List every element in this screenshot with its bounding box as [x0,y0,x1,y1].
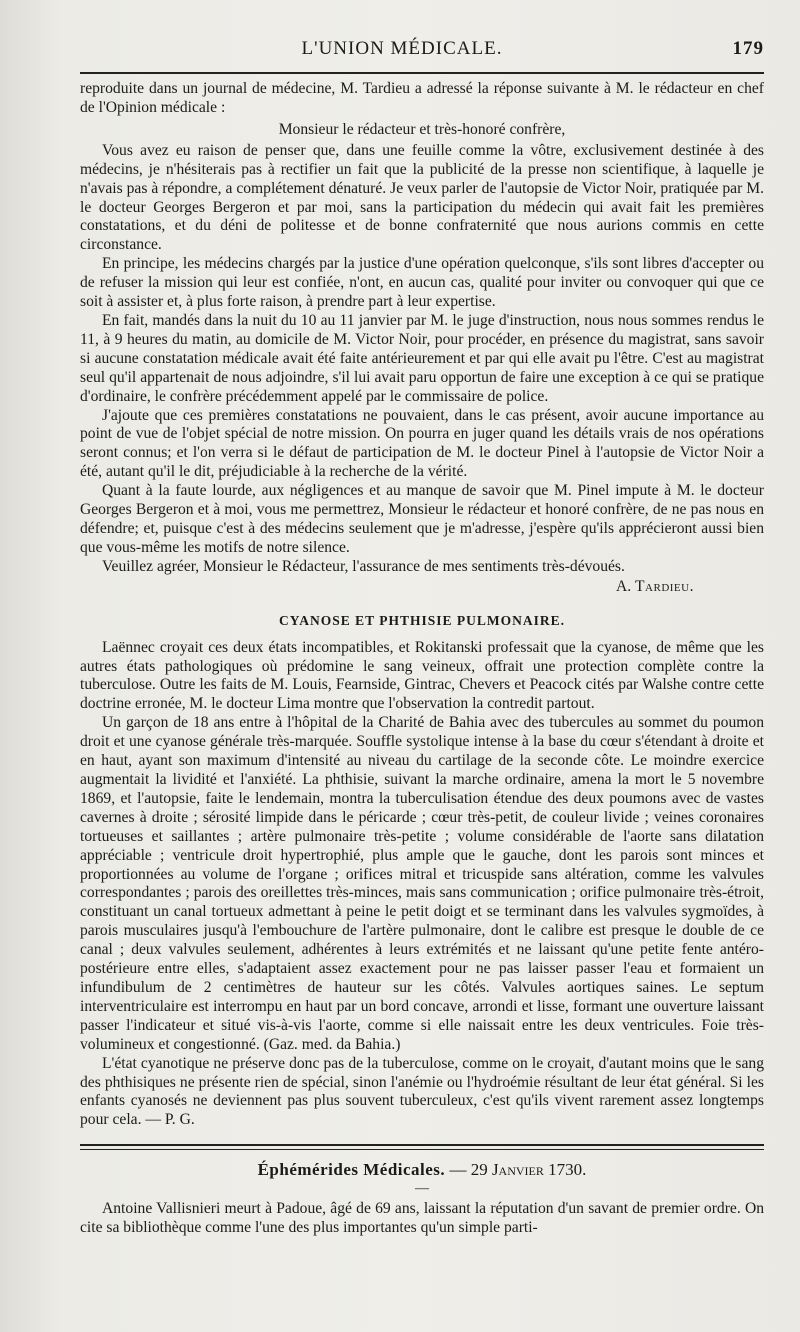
letter-signature [80,577,694,597]
letter-paragraph: En fait, mandés dans la nuit du 10 au 11 janvier par M. le juge d'instruction, nous nous sommes rendus le 11, à 9 heures du matin, au domicile de M. Victor Noir, pour procéder, en présence du magistrat, sans savoir si aucune constatation médicale avait été faite antérieurement et par qui elle avait pu l'être. C'est au magistrat seul qu'il appartenait de nous adjoindre, s'il lui avait paru opportun de faire une exception à ce qui se pratique d'ordinaire, le confrère précédemment appelé par le commissaire de police. [80,311,764,405]
page-number: 179 [732,38,764,59]
ephemerides-date: — 29 Janvier 1730. [445,1160,587,1180]
article-paragraph: L'état cyanotique ne préserve donc pas de la tuberculose, comme on le croyait, d'autant moins que le sang des phthisiques ne présente rien de spécial, sinon l'anémie ou l'hydroémie résultant de leur état général. Si les enfants cyanosés ne deviennent pas plus souvent tuberculeux, c'est qu'ils vivent rarement assez longtemps pour cela. — P. G. [80,1054,764,1129]
ephemerides-text: Antoine Vallisnieri meurt à Padoue, âgé de 69 ans, laissant la réputation d'un savant de premier ordre. On cite sa bibliothèque comme l'une des plus importantes qu'un simple parti- [80,1200,764,1237]
header-rule [80,72,764,74]
section-divider [80,1144,764,1150]
letter-intro: reproduite dans un journal de médecine, M. Tardieu a adressé la réponse suivante à M. le rédacteur en chef de l'Opinion médicale : [80,80,764,116]
ephemerides-dash: — [415,1181,429,1197]
journal-title: L'UNION MÉDICALE. [301,38,503,59]
letter-salutation: Monsieur le rédacteur et très-honoré confrère, [278,120,566,138]
ephemerides-heading [80,1160,764,1180]
running-head [80,30,764,64]
letter-paragraph: Quant à la faute lourde, aux négligences et au manque de savoir que M. Pinel impute à M. le docteur Georges Bergeron et à moi, vous me permettrez, Monsieur le rédacteur et honoré confrère, de ne pas nous en défendre; et, puisque c'est à des médecins seulement que je m'adresse, j'espère qu'ils apprécieront aussi bien que vous-même les motifs de notre silence. [80,482,764,556]
letter-paragraph: Vous avez eu raison de penser que, dans une feuille comme la vôtre, exclusivement destinée à des médecins, je n'hésiterais pas à rectifier un fait que la publicité de la presse non scientifique, à laquelle je n'avais pas à répondre, a complétement dénaturé. Je veux parler de l'autopsie de Victor Noir, pratiquée par M. le docteur Georges Bergeron et par moi, sans la participation du médecin qui avait fait les premières constatations, et du déni de politesse et de bonne confraternité que nous aurions commis en cette circonstance. [80,141,764,254]
article-paragraph: Laënnec croyait ces deux états incompatibles, et Rokitanski professait que la cyanose, de même que les autres états pathologiques où prédomine le sang veineux, offrait une protection complète contre la tuberculose. Outre les faits de M. Louis, Fearnside, Gintrac, Chevers et Peacock cités par Walshe contre cette doctrine erronée, M. le docteur Lima montre que l'observation la contredit partout. [80,638,764,713]
letter-paragraph: En principe, les médecins chargés par la justice d'une opération quelconque, s'ils sont libres d'accepter ou de refuser la mission qui leur est confiée, n'ont, en aucun cas, qualité pour inviter ou convoquer qui que ce soit à assister et, à plus forte raison, à prendre part à leur expertise. [80,255,764,311]
article-title: CYANOSE ET PHTHISIE PULMONAIRE. [278,612,566,628]
letter-paragraph: Veuillez agréer, Monsieur le Rédacteur, l'assurance de mes sentiments très-dévoués. [102,557,625,575]
article-paragraph: Un garçon de 18 ans entre à l'hôpital de la Charité de Bahia avec des tubercules au sommet du poumon droit et une cyanose générale très-marquée. Souffle systolique intense à la base du cœur s'étendant à droite et en haut, ayant son maximum d'intensité au niveau du cartilage de la seconde côte. Le moindre exercice augmentait la lividité et l'anxiété. La phthisie, suivant la marche ordinaire, amena la mort le 5 novembre 1869, et l'autopsie, faite le lendemain, montra la tuberculisation étendue des deux poumons avec de vastes cavernes à droite ; sérosité limpide dans le péricarde ; cœur très-petit, de couleur livide ; veines coronaires tortueuses et saillantes ; artère pulmonaire très-petite ; volume considérable de l'aorte sans dilatation appréciable ; ventricule droit hypertrophié, plus ample que le gauche, dont les parois sont minces et proportionnées au volume de l'organe ; orifices mitral et tricuspide sans altération, comme les valvules correspondantes ; parois des oreillettes très-minces, mais sans communication ; orifice pulmonaire très-étroit, constituant un canal tortueux admettant à peine le petit doigt et se terminant dans les valvules sygmoïdes, à parois musculaires jusqu'à l'embouchure de l'artère pulmonaire, dont le calibre est presque le double de ce canal ; deux valvules seulement, adhérentes à leurs extrémités et ne laissant qu'une petite fente antéro-postérieure entre elles, s'adaptaient assez exactement pour ne pas laisser passer l'eau et formaient un infundibulum de 2 centimètres de hauteur sur les côtés. Valvules aortiques saines. Le septum interventriculaire est interrompu en haut par un bord concave, arrondi et lisse, formant une ouverture laissant passer l'indicateur et situé vis-à-vis l'aorte, comme si elle naissait entre les deux ventricules. Foie très-volumineux et congestionné. (Gaz. med. da Bahia.) [80,714,764,1053]
signature-name: Tardieu. [635,577,694,595]
signature-initial: A. [615,577,636,595]
ephemerides-title: Éphémérides Médicales. [257,1160,446,1180]
letter-paragraph: J'ajoute que ces premières constatations ne pouvaient, dans le cas présent, avoir aucune importance au point de vue de l'objet spécial de notre mission. On pourra en juger quand les détails vrais de nos opérations seront connus; et l'on verra si le défaut de participation de M. le docteur Pinel à l'autopsie de Victor Noir a été, autant qu'il le dit, préjudiciable à la recherche de la vérité. [80,406,764,481]
